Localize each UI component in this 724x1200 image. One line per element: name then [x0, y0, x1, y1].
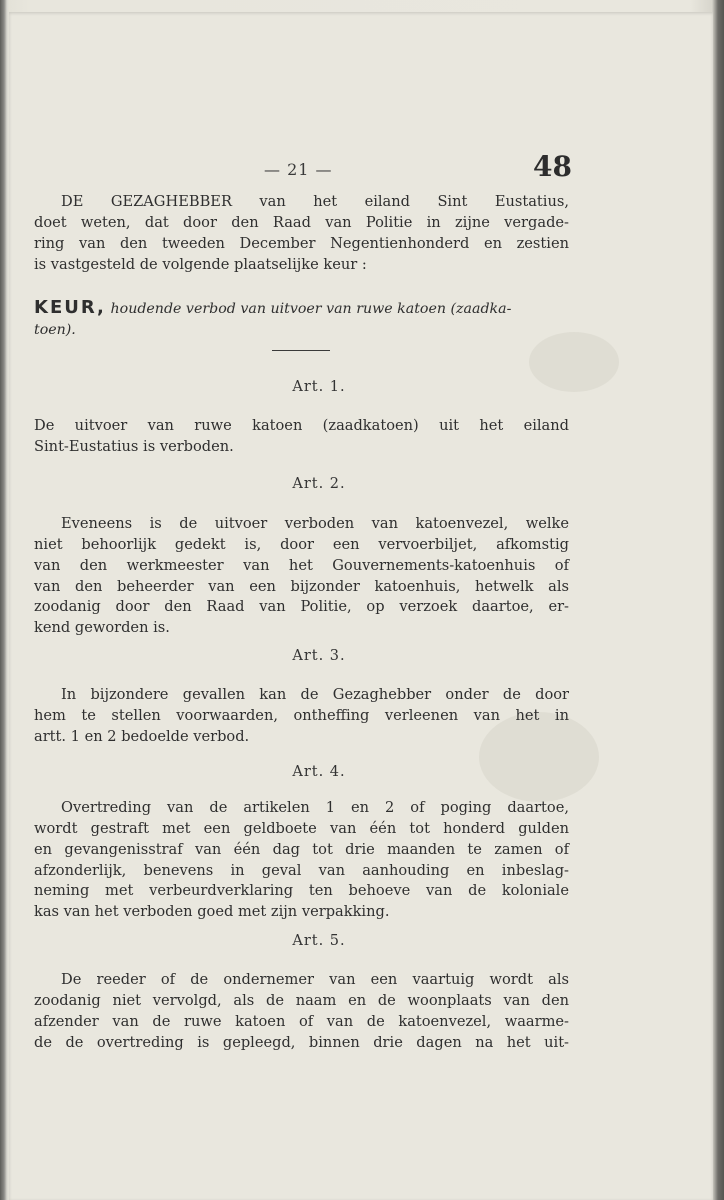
intro-paragraph [61, 192, 569, 213]
article-line: niet behoorlijk gedekt is, door een vervoerbiljet, afkomstig [34, 536, 569, 553]
article-line: van den werkmeester van het Gouvernements-katoenhuis of [34, 556, 569, 574]
divider-rule [272, 350, 330, 351]
article-line: hem te stellen voorwaarden, ontheffing verleenen van het in [34, 707, 569, 724]
stamp-number: 48 [533, 150, 572, 183]
article-line: kas van het verboden goed met zijn verpakking. [34, 903, 390, 921]
article-4-text [61, 798, 569, 819]
intro-line: doet weten, dat door den Raad van Politie in zijne vergade- [34, 214, 569, 231]
article-line: In bijzondere gevallen kan de Gezaghebber onder de door [61, 686, 569, 703]
article-line: neming met verbeurdverklaring ten behoeve van de koloniale [34, 882, 569, 900]
article-2-text [61, 514, 569, 535]
intro-line: DE GEZAGHEBBER van het eiland Sint Eustatius, [61, 193, 569, 210]
article-line: artt. 1 en 2 bedoelde verbod. [34, 727, 250, 745]
article-heading: Art. 5. [292, 933, 346, 949]
article-line: afzender van de ruwe katoen of van de katoenvezel, waarme- [34, 1012, 569, 1030]
article-5-text [61, 970, 569, 991]
article-line: wordt gestraft met een geldboete van één tot honderd gulden [34, 820, 569, 837]
article-line: Overtreding van de artikelen 1 en 2 of poging daartoe, [61, 799, 569, 816]
article-line: De reeder of de ondernemer van een vaartuig wordt als [61, 971, 569, 988]
keur-title [34, 297, 574, 341]
article-line: kend geworden is. [34, 619, 170, 637]
page [9, 12, 713, 1200]
article-line: zoodanig niet vervolgd, als de naam en de woonplaats van den [34, 992, 569, 1009]
article-line: de de overtreding is gepleegd, binnen drie dagen na het uit- [34, 1033, 569, 1051]
article-line: Sint-Eustatius is verboden. [34, 437, 234, 455]
page-number: — 21 — [264, 160, 333, 179]
article-3-text [61, 685, 569, 706]
keur-subtitle-line: houdende verbod van uitvoer van ruwe katoen (zaadka- [110, 301, 512, 317]
intro-line: is vastgesteld de volgende plaatselijke keur : [34, 255, 367, 273]
article-4-text-cont [34, 819, 569, 923]
article-heading: Art. 4. [292, 764, 346, 780]
article-2-text-cont [34, 535, 569, 639]
article-line: De uitvoer van ruwe katoen (zaadkatoen) uit het eiland [34, 417, 569, 434]
article-heading: Art. 3. [292, 648, 346, 664]
keur-subtitle-line: toen). [34, 322, 76, 338]
article-3-text-cont [34, 706, 569, 748]
keur-word: KEUR, [34, 297, 106, 318]
article-heading: Art. 2. [292, 476, 346, 492]
article-1-text [34, 416, 569, 458]
intro-line: ring van den tweeden December Negentienhonderd en zestien [34, 234, 569, 252]
article-line: Eveneens is de uitvoer verboden van katoenvezel, welke [61, 515, 569, 532]
article-line: afzonderlijk, benevens in geval van aanhouding en inbeslag- [34, 861, 569, 879]
page-header [9, 150, 713, 190]
article-line: zoodanig door den Raad van Politie, op verzoek daartoe, er- [34, 598, 569, 616]
article-5-text-cont [34, 991, 569, 1053]
intro-paragraph-cont [34, 213, 569, 275]
article-heading: Art. 1. [292, 379, 346, 395]
article-line: en gevangenisstraf van één dag tot drie maanden te zamen of [34, 840, 569, 858]
article-line: van den beheerder van een bijzonder katoenhuis, hetwelk als [34, 577, 569, 595]
